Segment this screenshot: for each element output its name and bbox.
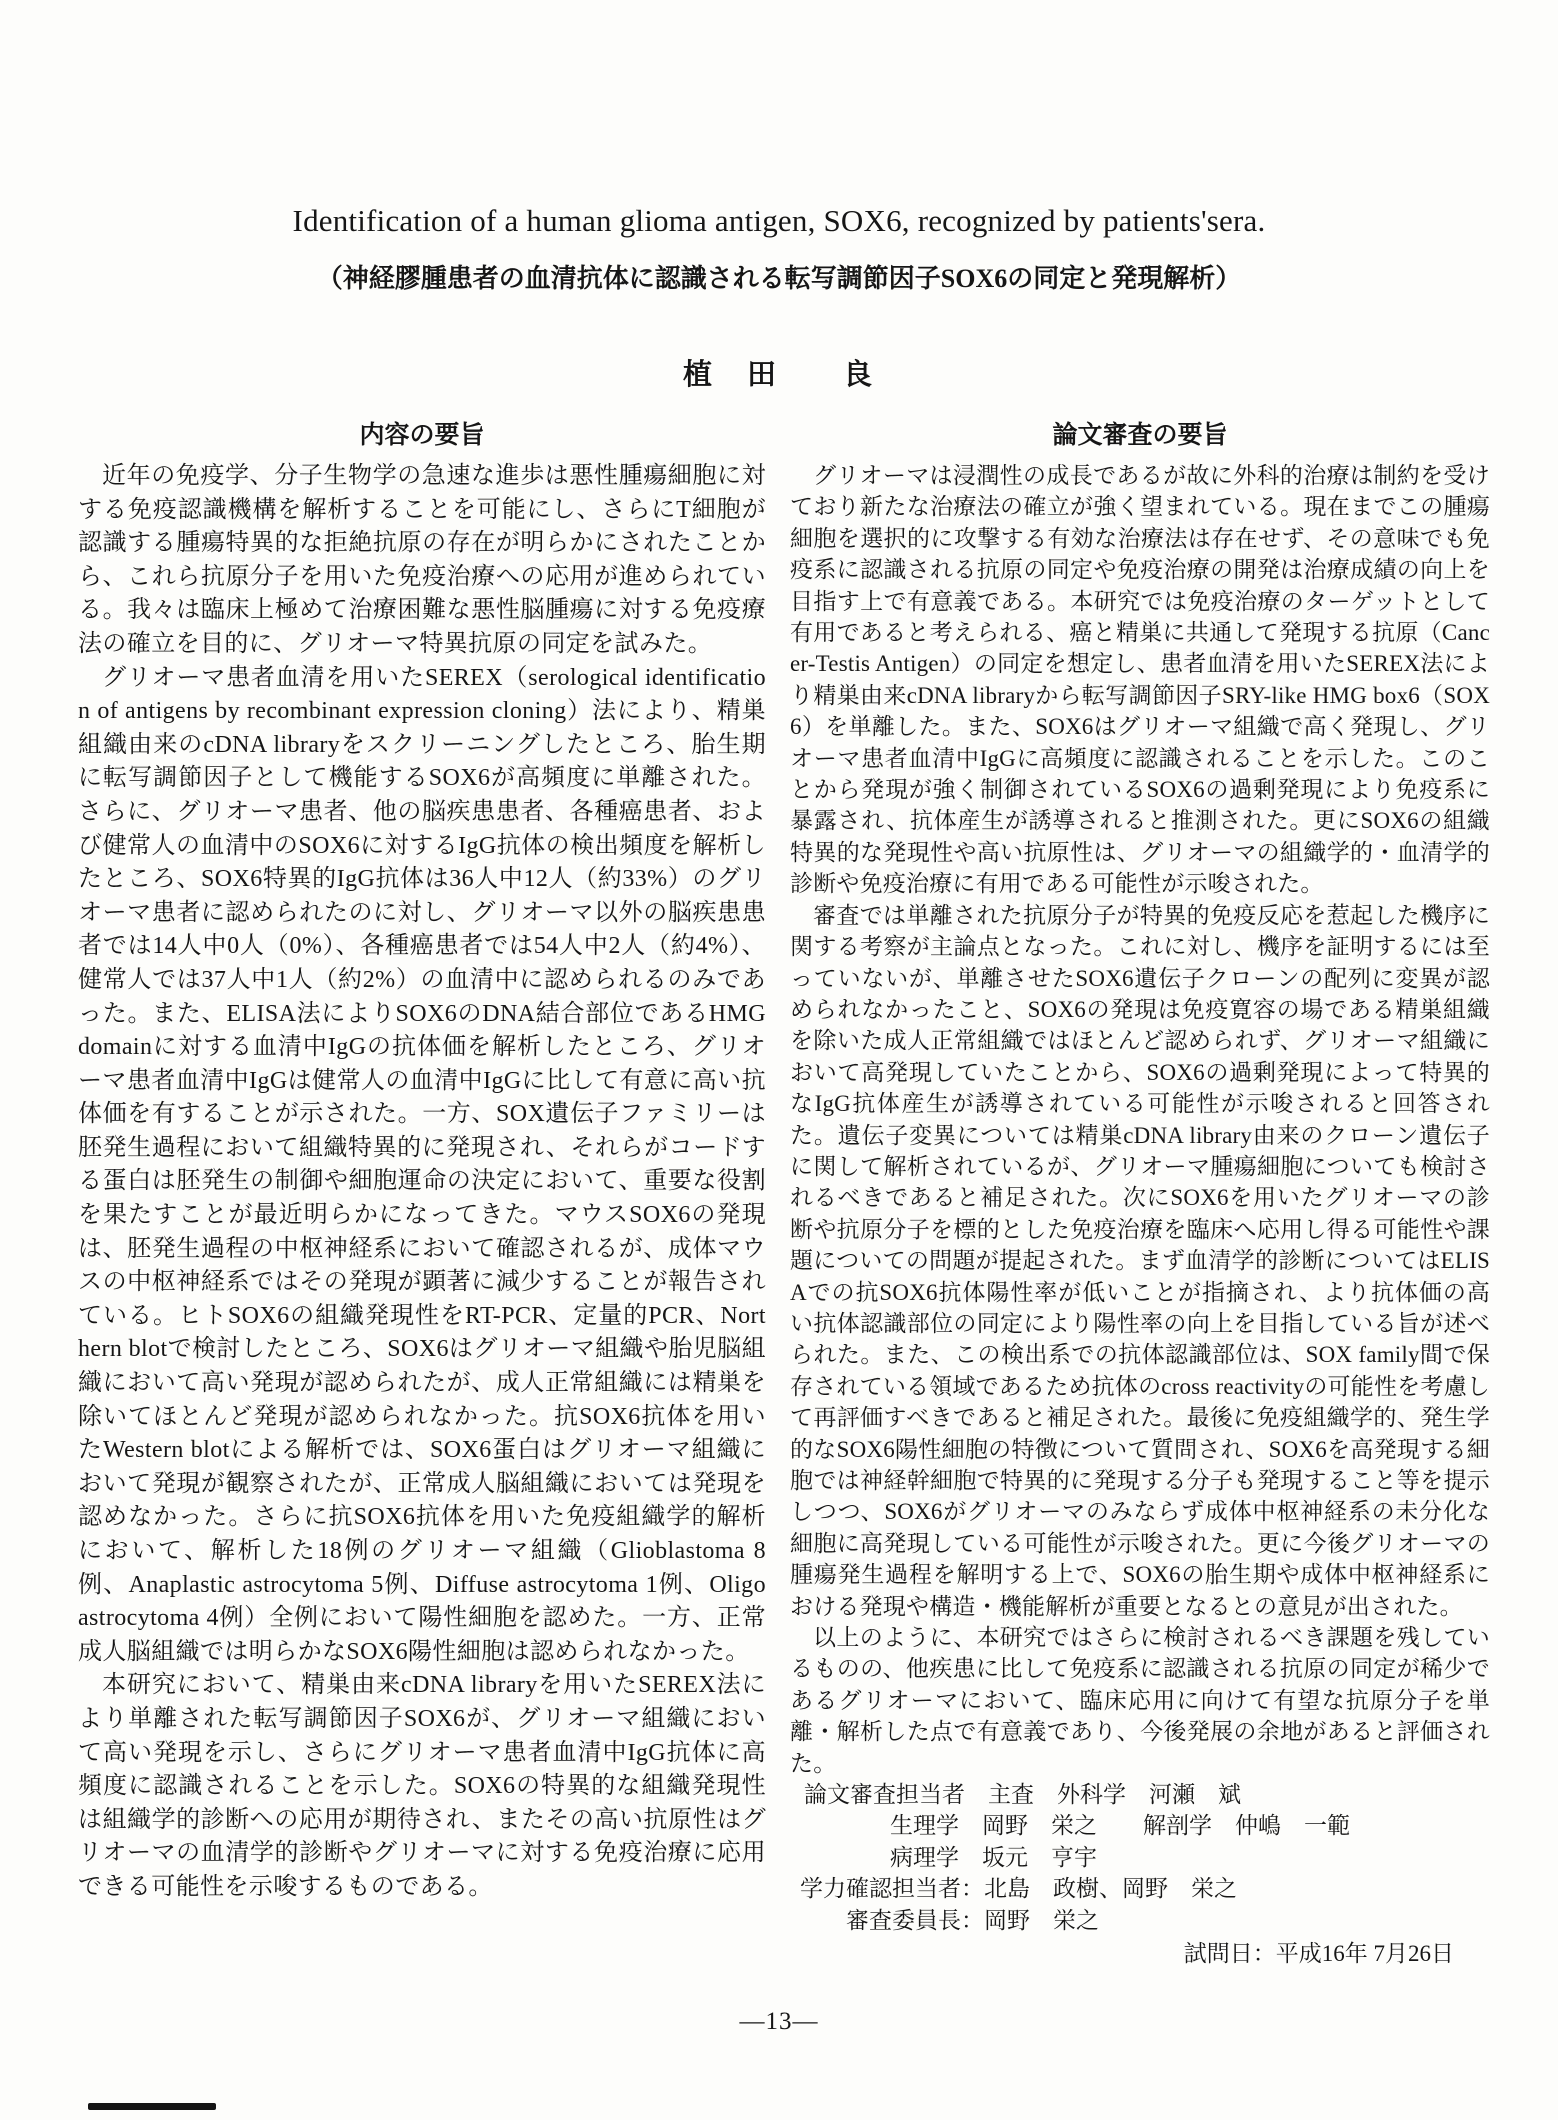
content-summary-column: [78, 420, 766, 1970]
committee-line: 生理学 岡野 栄之 解剖学 仲嶋 一範: [890, 1813, 1350, 1839]
paragraph: グリオーマは浸潤性の成長であるが故に外科的治療は制約を受けており新たな治療法の確立が強く望まれている。現在までこの腫瘍細胞を選択的に攻撃する有効な治療法は存在せず、その意味でも免疫系に認識される抗原の同定や免疫治療の開発は治療成績の向上を目指す上で有意義である。本研究では免疫治療のターゲットとして有用であると考えられる、癌と精巣に共通して発現する抗原（Cancer-Testis Antigen）の同定を想定し、患者血清を用いたSEREX法により精巣由来cDNA libraryから転写調節因子SRY-like HMG box6（SOX6）を単離した。また、SOX6はグリオーマ組織で高く発現し、グリオーマ患者血清中IgGに高頻度に認識されることを示した。このことから発現が強く制御されているSOX6の過剰発現により免疫系に暴露され、抗体産生が誘導されると推測された。更にSOX6の組織特異的な発現性や高い抗原性は、グリオーマの組織学的・血清学的診断や免疫治療に有用である可能性が示唆された。: [790, 463, 1490, 897]
author-name: 植 田 良: [682, 359, 875, 391]
paragraph: グリオーマ患者血清を用いたSEREX（serological identification of antigens by recombinant expression cloning）法により、精巣組織由来のcDNA libraryをスクリーニングしたところ、胎生期に転写調節因子として機能するSOX6が高頻度に単離された。さらに、グリオーマ患者、他の脳疾患患者、各種癌患者、および健常人の血清中のSOX6に対するIgG抗体の検出頻度を解析したところ、SOX6特異的IgG抗体は36人中12人（約33%）のグリオーマ患者に認められたのに対し、グリオーマ以外の脳疾患患者では14人中0人（0%）、各種癌患者では54人中2人（約4%）、健常人では37人中1人（約2%）の血清中に認められるのみであった。また、ELISA法によりSOX6のDNA結合部位であるHMG domainに対する血清中IgGの抗体価を解析したところ、グリオーマ患者血清中IgGは健常人の血清中IgGに比して有意に高い抗体価を有することが示された。一方、SOX遺伝子ファミリーは胚発生過程において組織特異的に発現され、それらがコードする蛋白は胚発生の制御や細胞運命の決定において、重要な役割を果たすことが最近明らかになってきた。マウスSOX6の発現は、胚発生過程の中枢神経系において確認されるが、成体マウスの中枢神経系ではその発現が顕著に減少することが報告されている。ヒトSOX6の組織発現性をRT-PCR、定量的PCR、Northern blotで検討したところ、SOX6はグリオーマ組織や胎児脳組織において高い発現が認められたが、成人正常組織には精巣を除いてほとんど発現が認められなかった。抗SOX6抗体を用いたWestern blotによる解析では、SOX6蛋白はグリオーマ組織において発現が観察されたが、正常成人脳組織においては発現を認めなかった。さらに抗SOX6抗体を用いた免疫組織学的解析において、解析した18例のグリオーマ組織（Glioblastoma 8例、Anaplastic astrocytoma 5例、Diffuse astrocytoma 1例、Oligoastrocytoma 4例）全例において陽性細胞を認めた。一方、正常成人脳組織では明らかなSOX6陽性細胞は認められなかった。: [78, 664, 766, 1665]
committee-line: 論文審査担当者 主査 外科学 河瀬 斌: [804, 1782, 1241, 1808]
content-summary-heading: 内容の要旨: [359, 422, 485, 449]
review-summary-column: [790, 420, 1490, 1970]
content-summary-text: [78, 460, 766, 1905]
paragraph: 近年の免疫学、分子生物学の急速な進歩は悪性腫瘍細胞に対する免疫認識機構を解析することを可能にし、さらにT細胞が認識する腫瘍特異的な拒絶抗原の存在が明らかにされたことから、これら抗原分子を用いた免疫治療への応用が進められている。我々は臨床上極めて治療困難な悪性脳腫瘍に対する免疫療法の確立を目的に、グリオーマ特異抗原の同定を試みた。: [78, 463, 766, 657]
paragraph: 審査では単離された抗原分子が特異的免疫反応を惹起した機序に関する考察が主論点となった。これに対し、機序を証明するには至っていないが、単離させたSOX6遺伝子クローンの配列に変異が認められなかったこと、SOX6の発現は免疫寛容の場である精巣組織を除いた成人正常組織ではほとんど認められず、グリオーマ組織において高発現していたことから、SOX6の過剰発現によって特異的なIgG抗体産生が誘導されている可能性が示唆されると回答された。遺伝子変異については精巣cDNA library由来のクローン遺伝子に関して解析されているが、グリオーマ腫瘍細胞についても検討されるべきであると補足された。次にSOX6を用いたグリオーマの診断や抗原分子を標的とした免疫治療を臨床へ応用し得る可能性や課題についての問題が提起された。まず血清学的診断についてはELISAでの抗SOX6抗体陽性率が低いことが指摘され、より抗体価の高い抗体認識部位の同定により陽性率の向上を目指している旨が述べられた。また、この検出系での抗体認識部位は、SOX family間で保存されている領域であるため抗体のcross reactivityの可能性を考慮して再評価すべきであると補足された。最後に免疫組織学的、発生学的なSOX6陽性細胞の特徴について質問され、SOX6を高発現する細胞では神経幹細胞で特異的に発現する分子も発現すること等を提示しつつ、SOX6がグリオーマのみならず成体中枢神経系の未分化な細胞に高発現している可能性が示唆された。更に今後グリオーマの腫瘍発生過程を解明する上で、SOX6の胎生期や成体中枢神経系における発現や構造・機能解析が重要となるとの意見が出された。: [790, 902, 1490, 1619]
committee-line: 病理学 坂元 亨宇: [890, 1844, 1097, 1870]
scan-artifact-mark: [88, 2103, 216, 2110]
title-english: Identification of a human glioma antigen, SOX6, recognized by patients'sera.: [292, 203, 1266, 238]
exam-date: 試問日：平成16年 7月26日: [1183, 1941, 1454, 1967]
title-japanese: （神経膠腫患者の血清抗体に認識される転写調節因子SOX6の同定と発現解析）: [316, 264, 1242, 293]
paragraph: 以上のように、本研究ではさらに検討されるべき課題を残しているものの、他疾患に比して免疫系に認識される抗原の同定が稀少であるグリオーマにおいて、臨床応用に向けて有望な抗原分子を単離・解析した点で有意義であり、今後発展の余地があると評価された。: [790, 1625, 1490, 1776]
committee-line: 審査委員長：岡野 栄之: [846, 1907, 1099, 1933]
two-column-body: [78, 420, 1558, 1970]
paragraph: 本研究において、精巣由来cDNA libraryを用いたSEREX法により単離された転写調節因子SOX6が、グリオーマ組織において高い発現を示し、さらにグリオーマ患者血清中IgG抗体に高頻度に認識されることを示した。SOX6の特異的な組織発現性は組織学的診断への応用が期待され、またその高い抗原性はグリオーマの血清学的診断やグリオーマに対する免疫治療に応用できる可能性を示唆するものである。: [78, 1672, 766, 1900]
examination-committee-block: [790, 1779, 1490, 1936]
review-summary-heading: 論文審査の要旨: [1052, 422, 1228, 449]
committee-line: 学力確認担当者：北島 政樹、岡野 栄之: [800, 1876, 1237, 1902]
page-number: —13—: [739, 2008, 819, 2035]
review-summary-text: [790, 460, 1490, 1779]
